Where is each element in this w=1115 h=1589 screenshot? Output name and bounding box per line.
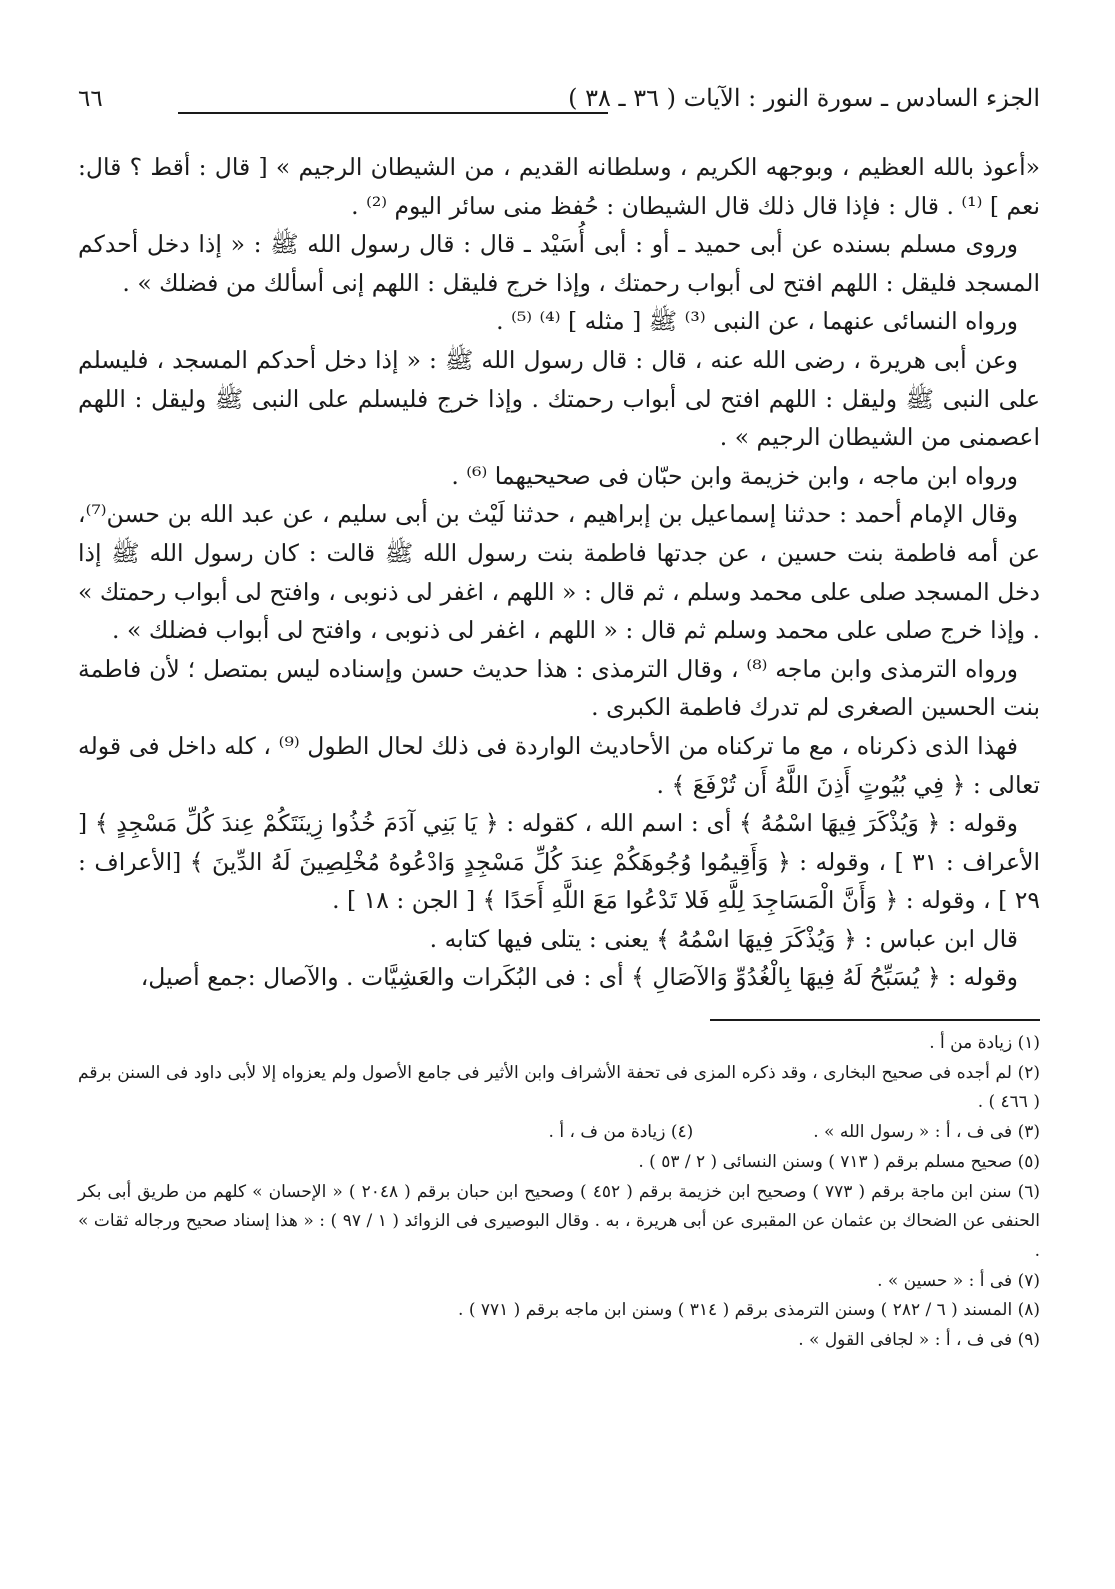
paragraph: قال ابن عباس : ﴿ وَيُذْكَرَ فِيهَا اسْمُهُ ﴾ يعنى : يتلى فيها كتابه . (429, 924, 1018, 953)
paragraph: فهذا الذى ذكرناه ، مع ما تركناه من الأحاديث الواردة فى ذلك لحال الطول ⁽⁹⁾ ، كله داخل فى قوله تعالى : ﴿ فِي بُيُوتٍ أَذِنَ اللَّهُ أَن تُرْفَعَ ﴾ . (78, 731, 1040, 799)
paragraph: وقوله : ﴿ وَيُذْكَرَ فِيهَا اسْمُهُ ﴾ أى : اسم الله ، كقوله : ﴿ يَا بَنِي آدَمَ خُذُوا زِينَتَكُمْ عِندَ كُلِّ مَسْجِدٍ ﴾ [ الأعراف : ٣١ ] ، وقوله : ﴿ وَأَقِيمُوا وُجُوهَكُمْ عِندَ كُلِّ مَسْجِدٍ وَادْعُوهُ مُخْلِصِينَ لَهُ الدِّينَ ﴾ [الأعراف : ٢٩ ] ، وقوله : ﴿ وَأَنَّ الْمَسَاجِدَ لِلَّهِ فَلا تَدْعُوا مَعَ اللَّهِ أَحَدًا ﴾ [ الجن : ١٨ ] . (78, 809, 1040, 915)
paragraph: وروى مسلم بسنده عن أبى حميد ـ أو : أبى أُسَيْد ـ قال : قال رسول الله ﷺ : « إذا دخل أحدكم المسجد فليقل : اللهم افتح لى أبواب رحمتك ، وإذا خرج فليقل : اللهم إنى أسألك من فضلك » . (78, 230, 1040, 297)
footnote: (٩) فى ف ، أ : « لجافى القول » . (798, 1330, 1040, 1351)
running-title: الجزء السادس ـ سورة النور : الآيات ( ٣٦ ـ ٣٨ ) (568, 84, 1040, 112)
main-text (78, 148, 1040, 997)
header-rule (178, 112, 608, 114)
paragraph: ورواه الترمذى وابن ماجه ⁽⁸⁾ ، وقال الترمذى : هذا حديث حسن وإسناده ليس بمتصل ؛ لأن فاطمة بنت الحسين الصغرى لم تدرك فاطمة الكبرى . (78, 654, 1040, 722)
footnote-pair (78, 1118, 1040, 1148)
footnote-rule (710, 1019, 1040, 1021)
paragraph: وقوله : ﴿ يُسَبِّحُ لَهُ فِيهَا بِالْغُدُوِّ وَالآصَالِ ﴾ أى : فى البُكَرات والعَشِيَّات . والآصال :جمع أصيل، (140, 963, 1018, 992)
footnotes (78, 1029, 1040, 1356)
document-page (78, 80, 1040, 1356)
paragraph: ورواه ابن ماجه ، وابن خزيمة وابن حبّان فى صحيحيهما ⁽⁶⁾ . (451, 461, 1018, 490)
footnote: (١) زيادة من أ . (929, 1033, 1040, 1054)
paragraph: «أعوذ بالله العظيم ، وبوجهه الكريم ، وسلطانه القديم ، من الشيطان الرجيم » [ قال : أقط ؟ قال: نعم ] ⁽¹⁾ . قال : فإذا قال ذلك قال الشيطان : حُفظ منى سائر اليوم ⁽²⁾ . (78, 153, 1040, 220)
footnote: (٢) لم أجده فى صحيح البخارى ، وقد ذكره المزى فى تحفة الأشراف وابن الأثير فى جامع الأصول ولم يعزواه إلا لأبى داود فى السنن برقم ( ٤٦٦ ) . (78, 1062, 1040, 1113)
footnote: (٦) سنن ابن ماجة برقم ( ٧٧٣ ) وصحيح ابن خزيمة برقم ( ٤٥٢ ) وصحيح ابن حبان برقم ( ٢٠٤٨ ) « الإحسان » كلهم من طريق أبى بكر الحنفى عن الضحاك بن عثمان عن المقبرى عن أبى هريرة ، به . وقال البوصيرى فى الزوائد ( ١ / ٩٧ ) : « هذا إسناد صحيح ورجاله ثقات » . (78, 1181, 1040, 1261)
page-header (78, 80, 1040, 124)
paragraph: وقال الإمام أحمد : حدثنا إسماعيل بن إبراهيم ، حدثنا لَيْث بن أبى سليم ، عن عبد الله بن حسن⁽⁷⁾، عن أمه فاطمة بنت حسين ، عن جدتها فاطمة بنت رسول الله ﷺ قالت : كان رسول الله ﷺ إذا دخل المسجد صلى على محمد وسلم ، ثم قال : « اللهم ، اغفر لى ذنوبى ، وافتح لى أبواب رحمتك » . وإذا خرج صلى على محمد وسلم ثم قال : « اللهم ، اغفر لى ذنوبى ، وافتح لى أبواب فضلك » . (78, 500, 1040, 645)
footnote: (٨) المسند ( ٦ / ٢٨٢ ) وسنن الترمذى برقم ( ٣١٤ ) وسنن ابن ماجه برقم ( ٧٧١ ) . (458, 1300, 1040, 1321)
page-number: ٦٦ (78, 86, 103, 112)
paragraph: ورواه النسائى عنهما ، عن النبى ⁽³⁾ ﷺ [ مثله ] ⁽⁴⁾ ⁽⁵⁾ . (496, 307, 1018, 336)
paragraph: وعن أبى هريرة ، رضى الله عنه ، قال : قال رسول الله ﷺ : « إذا دخل أحدكم المسجد ، فليسلم على النبى ﷺ وليقل : اللهم افتح لى أبواب رحمتك . وإذا خرج فليسلم على النبى ﷺ وليقل : اللهم اعصمنى من الشيطان الرجيم » . (78, 345, 1040, 452)
footnote: (٤) زيادة من ف ، أ . (548, 1122, 694, 1143)
footnote: (٧) فى أ : « حسين » . (877, 1270, 1040, 1291)
footnote: (٣) فى ف ، أ : « رسول الله » . (813, 1122, 1040, 1143)
footnote: (٥) صحيح مسلم برقم ( ٧١٣ ) وسنن النسائى ( ٢ / ٥٣ ) . (638, 1151, 1040, 1172)
